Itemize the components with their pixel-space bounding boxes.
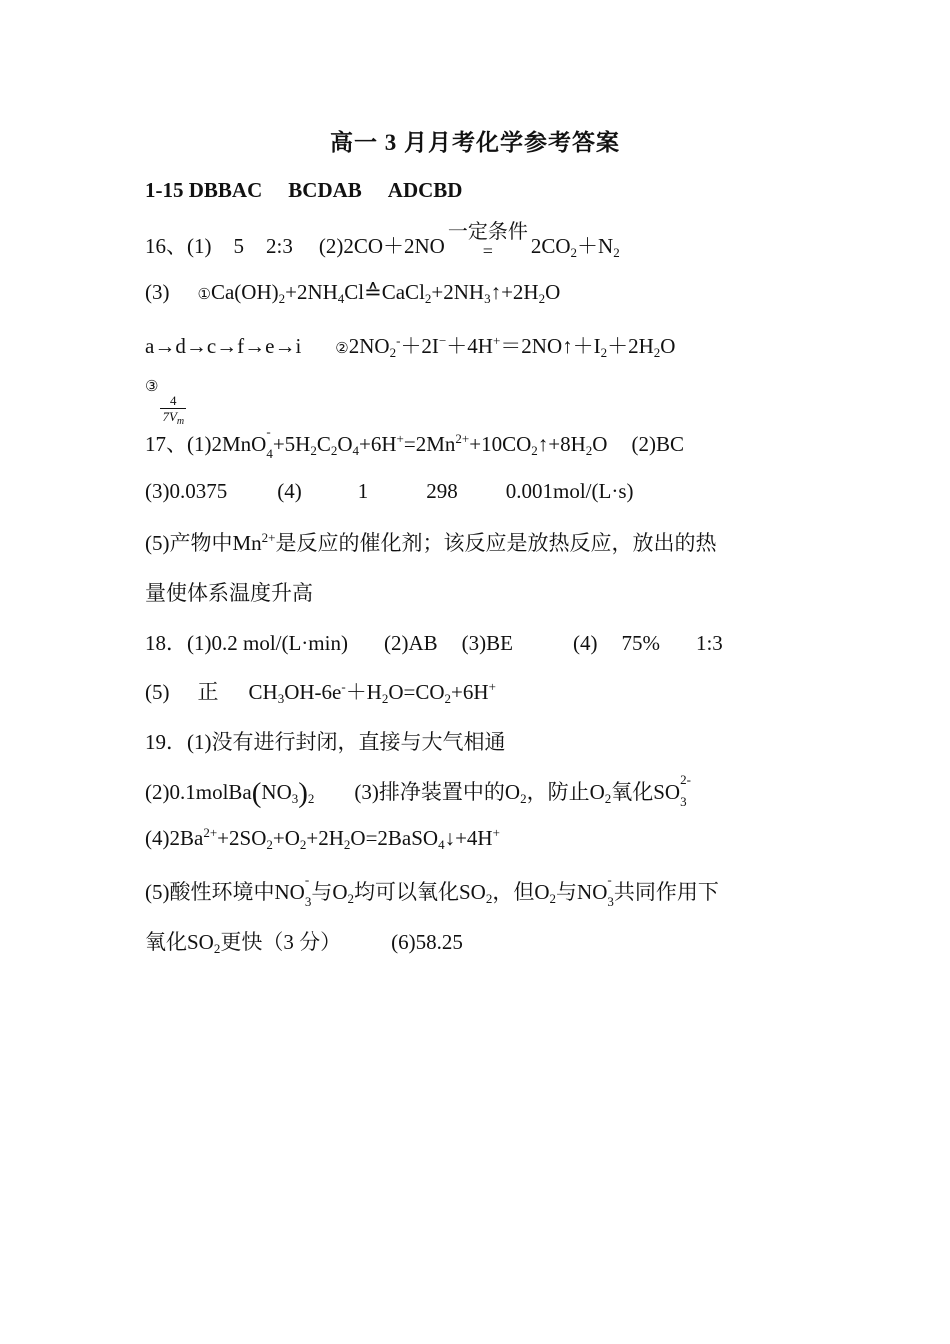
eq-text: ＋H bbox=[345, 680, 382, 704]
subscript: 3 bbox=[680, 794, 687, 809]
circled-two: ② bbox=[335, 341, 349, 357]
subscript: 4 bbox=[266, 446, 273, 461]
eq-text: 氧化SO bbox=[611, 780, 681, 804]
eq-text: O bbox=[660, 334, 676, 358]
q18-part2-answer: (2)AB bbox=[383, 631, 438, 655]
subscript: 2 bbox=[381, 691, 389, 706]
eq-text: +6H bbox=[451, 680, 489, 704]
q16-part1-answer-1: 5 bbox=[233, 234, 244, 258]
subscript: 2 bbox=[653, 345, 661, 360]
subscript: 2 bbox=[570, 245, 578, 260]
eq-text: (3)排净装置中的O bbox=[354, 780, 521, 804]
subscript: 2 bbox=[538, 291, 546, 306]
q16-part1-answer-2: 2:3 bbox=[266, 234, 293, 258]
eq-text: O bbox=[337, 432, 353, 456]
eq-text: ↑+8H bbox=[537, 432, 586, 456]
fraction-denominator bbox=[160, 408, 186, 427]
q17-line-4 bbox=[145, 577, 313, 607]
eq-text: 与O bbox=[311, 880, 348, 904]
denominator-text: 7V bbox=[162, 409, 177, 424]
eq-text: OH-6e bbox=[284, 680, 342, 704]
subscript: 2 bbox=[613, 245, 620, 260]
subscript: 3 bbox=[607, 894, 614, 909]
subscript: 2 bbox=[278, 291, 286, 306]
q17-part5-text-continued: 量使体系温度升高 bbox=[145, 581, 313, 605]
eq-text: O bbox=[592, 432, 608, 456]
superscript: − bbox=[438, 333, 447, 348]
page-title: 高一 3 月月考化学参考答案 bbox=[330, 130, 620, 155]
superscript: 2- bbox=[680, 772, 691, 787]
eq-text: 17、(1)2MnO bbox=[145, 432, 267, 456]
q16-apparatus-sequence: a→d→c→f→e→i bbox=[145, 334, 302, 358]
subscript: 2 bbox=[520, 791, 527, 806]
q18-part5-label: (5) bbox=[145, 680, 170, 704]
q16-part2-product-n2: ＋N bbox=[577, 234, 614, 258]
eq-text: +O bbox=[272, 826, 300, 850]
eq-text: ↓+4H bbox=[444, 826, 493, 850]
subscript: 3 bbox=[277, 691, 285, 706]
fraction-4-over-7vm bbox=[160, 393, 186, 427]
subscript: 3 bbox=[291, 791, 299, 806]
q16-part3-label: (3) bbox=[145, 280, 170, 304]
q17-line-3 bbox=[145, 527, 717, 557]
subscript: 2 bbox=[531, 443, 538, 458]
superscript: + bbox=[492, 333, 501, 348]
big-paren-left: ( bbox=[251, 777, 262, 809]
condition-equals: = bbox=[482, 241, 493, 261]
subscript: 2 bbox=[600, 345, 608, 360]
q17-part2-answer: (2)BC bbox=[631, 432, 684, 456]
subscript: 2 bbox=[310, 443, 317, 458]
superscript: 2+ bbox=[455, 431, 470, 446]
subscript: 2 bbox=[389, 345, 397, 360]
q19-line-2 bbox=[145, 772, 691, 809]
q16-part2-reactants: (2)2CO＋2NO bbox=[318, 234, 445, 258]
super-sub-stack bbox=[266, 424, 273, 461]
eq-text: +10CO bbox=[469, 432, 532, 456]
eq-text: ＋2I bbox=[400, 334, 439, 358]
subscript: 2 bbox=[307, 791, 315, 806]
q19-line-4 bbox=[145, 872, 719, 909]
q16-line-2 bbox=[145, 280, 560, 305]
superscript: - bbox=[607, 872, 612, 887]
eq-text: Cl≙CaCl bbox=[344, 280, 425, 304]
eq-text: C bbox=[316, 432, 331, 456]
fraction-numerator: 4 bbox=[170, 393, 177, 408]
circled-one: ① bbox=[197, 287, 211, 303]
eq-text: (4)2Ba bbox=[145, 826, 204, 850]
q16-line-1 bbox=[145, 221, 620, 261]
eq-text: CH bbox=[248, 680, 278, 704]
q1-15-group-2: BCDAB bbox=[288, 178, 362, 202]
subscript: 2 bbox=[549, 891, 557, 906]
subscript: 4 bbox=[352, 443, 360, 458]
subscript: 3 bbox=[304, 894, 312, 909]
super-sub-stack bbox=[304, 872, 312, 909]
q19-part6-answer: (6)58.25 bbox=[391, 930, 463, 954]
eq-text: NO bbox=[261, 780, 292, 804]
super-sub-stack bbox=[607, 872, 614, 909]
big-paren-right: ) bbox=[298, 777, 308, 809]
q17-line-1 bbox=[145, 424, 684, 461]
q18-part4-value-2: 1:3 bbox=[695, 631, 723, 655]
super-sub-stack bbox=[680, 772, 691, 809]
q16-part1-label: 16、(1) bbox=[145, 234, 212, 258]
q17-part4-value-2: 298 bbox=[426, 479, 458, 503]
subscript: 2 bbox=[330, 443, 338, 458]
q16-part2-product-co2: 2CO bbox=[530, 234, 571, 258]
q18-line-1 bbox=[145, 627, 723, 657]
q1-15-group-3: ADCBD bbox=[387, 178, 463, 202]
q19-line-1 bbox=[145, 726, 506, 756]
eq-text: 氧化SO bbox=[145, 930, 214, 954]
eq-text: (5)酸性环境中NO bbox=[145, 880, 305, 904]
eq-text: 与NO bbox=[556, 880, 608, 904]
eq-text: +6H bbox=[359, 432, 397, 456]
subscript: 2 bbox=[485, 891, 493, 906]
condition-text: 一定条件 bbox=[447, 221, 528, 243]
q16-line-3 bbox=[145, 330, 675, 360]
q1-15-group-1: 1-15 DBBAC bbox=[145, 178, 263, 202]
eq-text: ＋2H bbox=[607, 334, 654, 358]
eq-text: ，但O bbox=[492, 880, 550, 904]
q17-part3-answer: (3)0.0375 bbox=[145, 479, 228, 503]
subscript: 2 bbox=[347, 891, 354, 906]
q19-line-5 bbox=[145, 926, 463, 956]
superscript: - bbox=[266, 424, 271, 439]
subscript: 2 bbox=[266, 837, 273, 852]
q18-part4-label: (4) bbox=[572, 631, 598, 655]
superscript: - bbox=[304, 872, 310, 887]
superscript: + bbox=[396, 431, 404, 446]
eq-text: O=2BaSO bbox=[350, 826, 439, 850]
subscript: 2 bbox=[424, 291, 432, 306]
superscript: 2+ bbox=[261, 530, 276, 545]
q18-line-2 bbox=[145, 676, 496, 706]
q18-part4-value-1: 75% bbox=[621, 631, 660, 655]
reaction-condition bbox=[445, 221, 531, 261]
subscript: 2 bbox=[444, 691, 452, 706]
superscript: - bbox=[396, 333, 401, 348]
subscript: 2 bbox=[604, 791, 612, 806]
eq-text: 共同作用下 bbox=[613, 880, 719, 904]
subscript: 4 bbox=[337, 291, 345, 306]
q18-part1-answer: 18．(1)0.2 mol/(L·min) bbox=[145, 631, 348, 655]
eq-text: +5H bbox=[272, 432, 311, 456]
subscript: 4 bbox=[438, 837, 445, 852]
superscript: + bbox=[488, 679, 496, 694]
superscript: 2+ bbox=[203, 825, 218, 840]
q19-part1-answer: 19．(1)没有进行封闭，直接与大气相通 bbox=[145, 730, 506, 754]
eq-text: +2NH bbox=[285, 280, 338, 304]
q17-part4-value-1: 1 bbox=[357, 479, 369, 503]
subscript: 2 bbox=[585, 443, 593, 458]
superscript: - bbox=[341, 679, 346, 694]
subscript: m bbox=[176, 416, 185, 427]
eq-text: +2NH bbox=[431, 280, 485, 304]
q19-line-3 bbox=[145, 826, 500, 851]
eq-text: (2)0.1molBa bbox=[145, 780, 252, 804]
eq-text: 均可以氧化SO bbox=[354, 880, 486, 904]
q16-line-4 bbox=[145, 372, 186, 427]
eq-text: ，防止O bbox=[526, 780, 605, 804]
eq-text: (5)产物中Mn bbox=[145, 531, 262, 555]
eq-text: +2H bbox=[306, 826, 344, 850]
subscript: 2 bbox=[299, 837, 307, 852]
q1-15-answers bbox=[145, 178, 462, 203]
q17-line-2 bbox=[145, 479, 633, 504]
eq-text: 更快（3 分） bbox=[220, 930, 342, 954]
eq-text: Ca(OH) bbox=[210, 280, 279, 304]
eq-text: 2NO bbox=[348, 334, 390, 358]
q17-part5-text: 是反应的催化剂；该反应是放热反应，放出的热 bbox=[275, 531, 717, 555]
q18-part5-electrode: 正 bbox=[197, 680, 219, 704]
q17-part4-label: (4) bbox=[277, 479, 302, 503]
q17-part4-value-3: 0.001mol/(L·s) bbox=[505, 479, 634, 503]
superscript: + bbox=[492, 825, 500, 840]
subscript: 2 bbox=[213, 941, 221, 956]
circled-three: ③ bbox=[145, 379, 159, 395]
eq-text: O=CO bbox=[388, 680, 445, 704]
eq-text: +2SO bbox=[217, 826, 267, 850]
subscript: 3 bbox=[484, 291, 491, 306]
eq-text: =2Mn bbox=[403, 432, 456, 456]
q18-part3-answer: (3)BE bbox=[461, 631, 513, 655]
eq-text: ＋4H bbox=[446, 334, 493, 358]
subscript: 2 bbox=[343, 837, 351, 852]
eq-text: ↑+2H bbox=[490, 280, 539, 304]
eq-text: ＝2NO↑＋I bbox=[500, 334, 601, 358]
eq-text: O bbox=[545, 280, 561, 304]
